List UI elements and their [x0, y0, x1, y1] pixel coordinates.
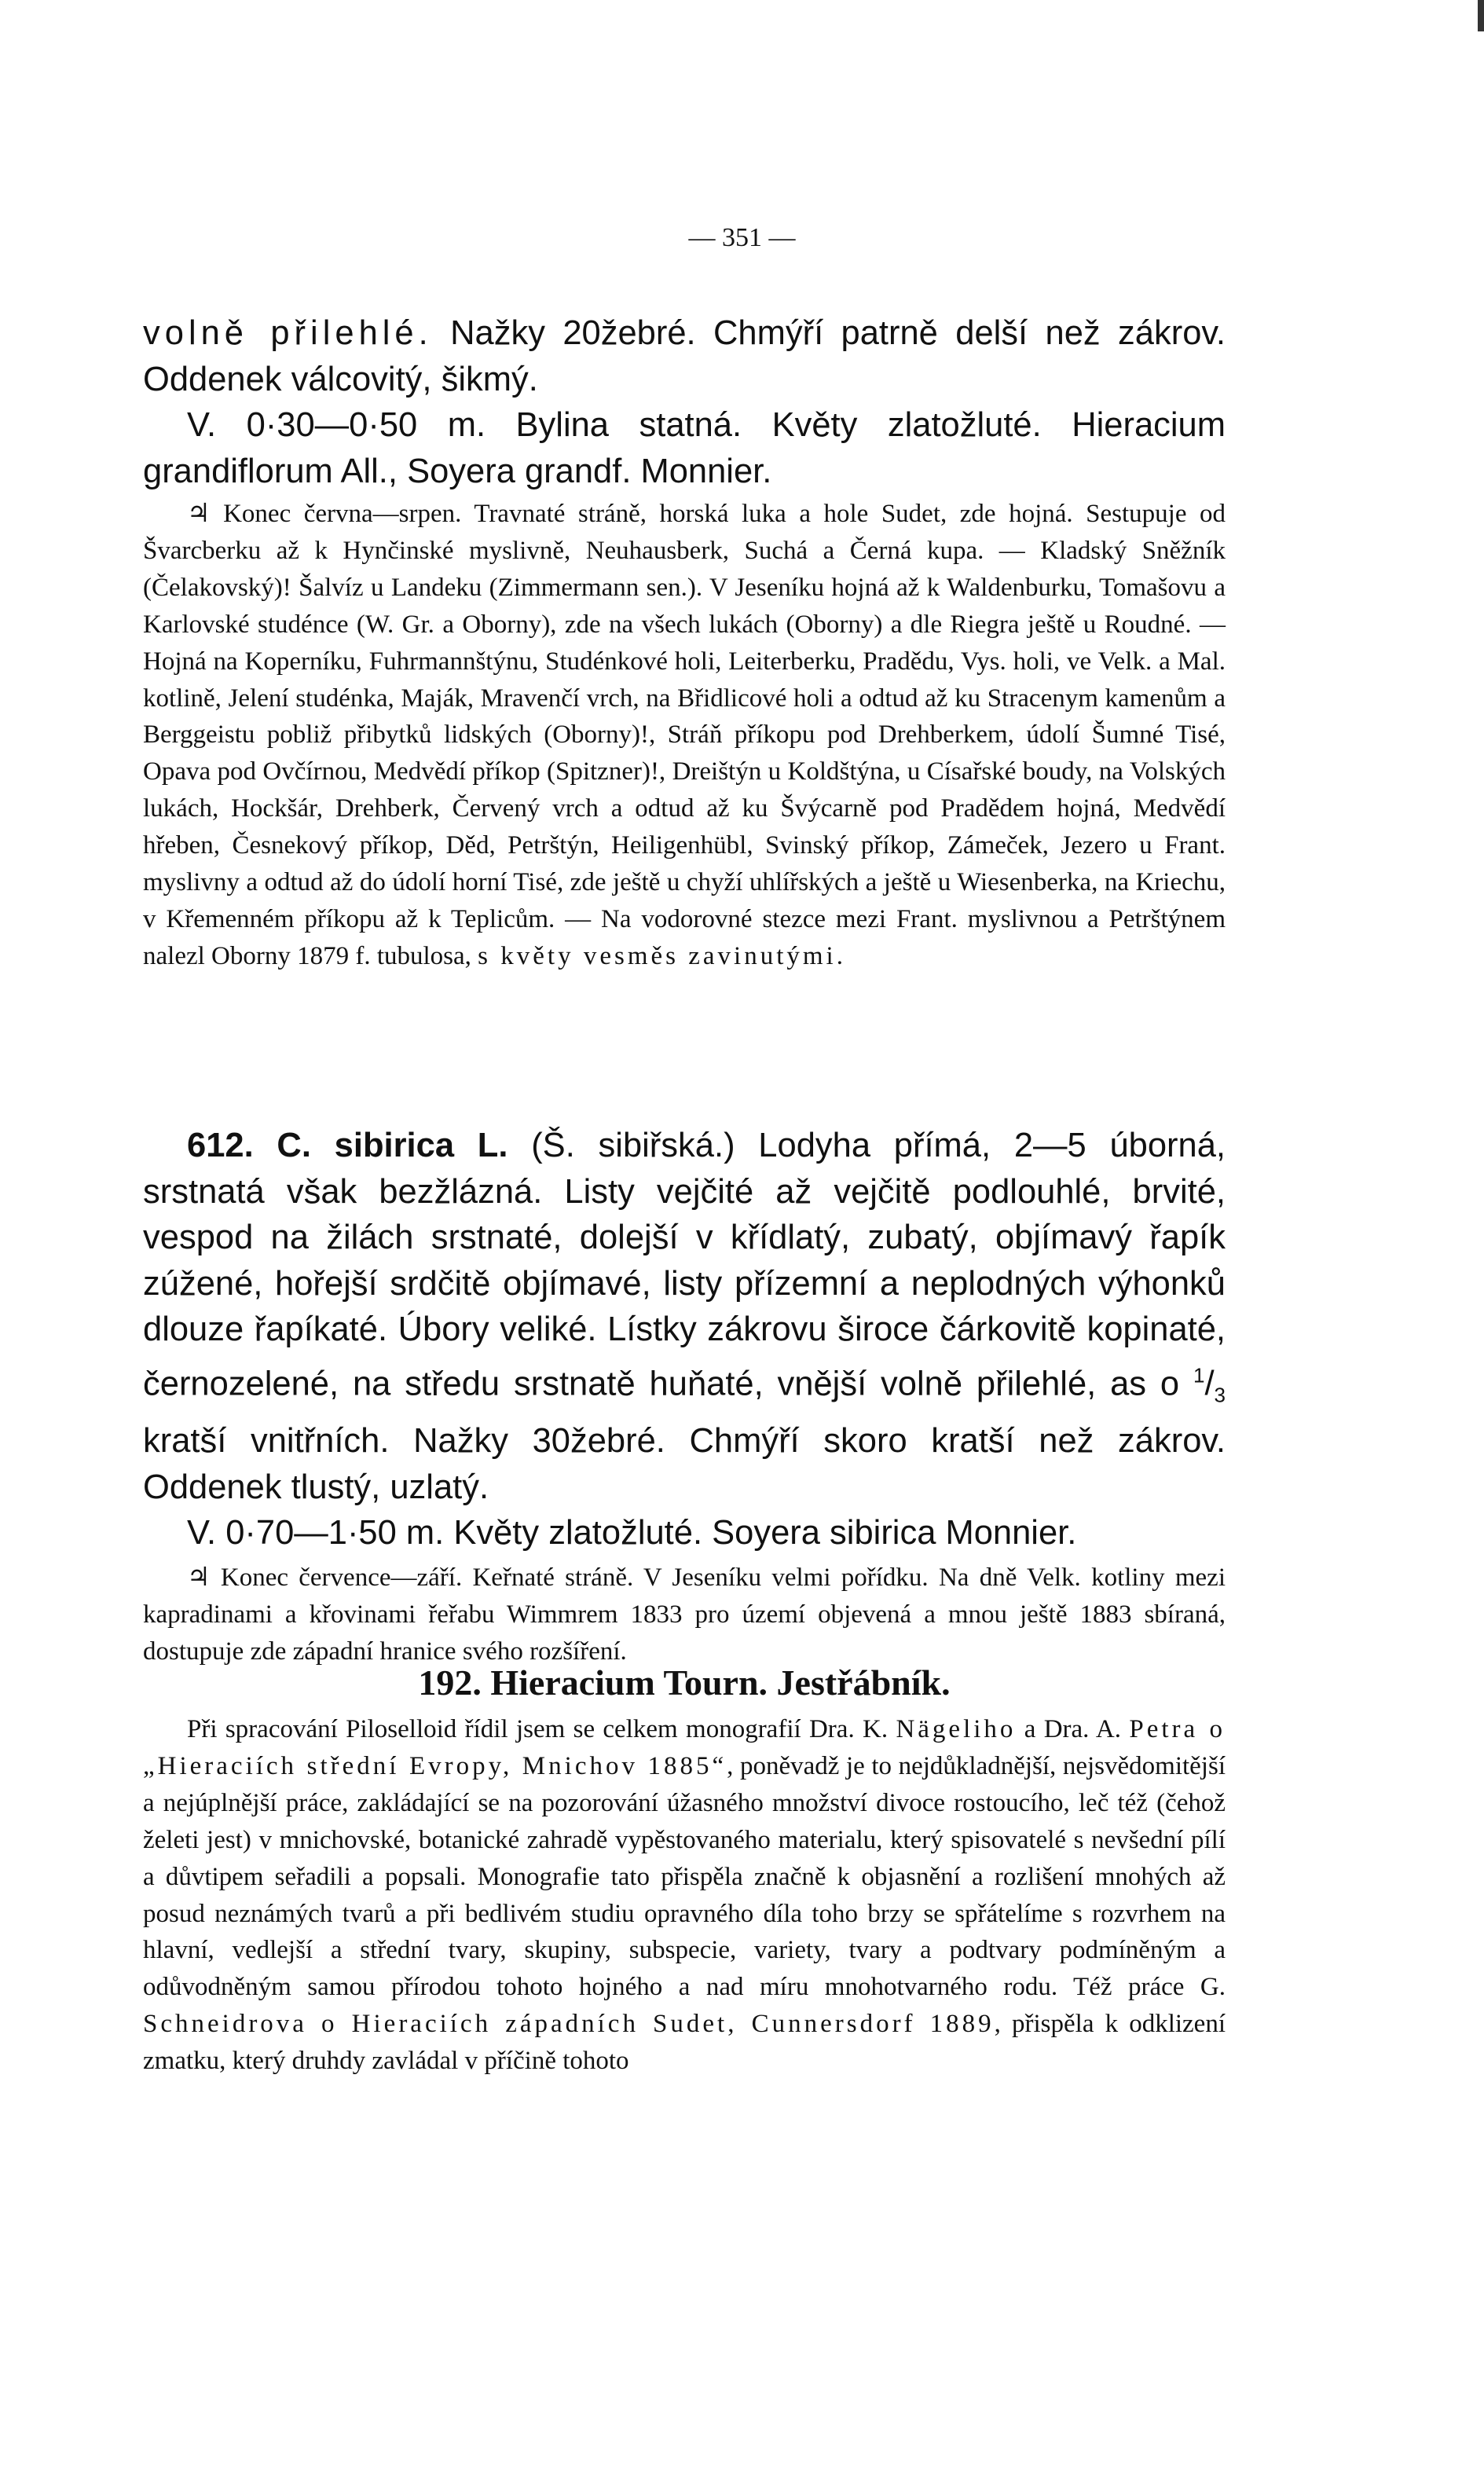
intro-text-c: , poněvadž je to nejdůkladnější, nejsvědomitější a nejúplnější práce, zakládající se na pozorování úžasného množství divoce rostoucího, leč též (čehož želeti jest) v mnichovské, botanické zahradě vypěstovaného materialu, který spisovatelé s nevšední pílí a důvtipem seřadili a popsali. Monografie tato přispěla značně k objasnění a rozlišení mnohých až posud neznámých tvarů a při bedlivém studiu opravného díla toho brzy se spřátelíme s rozvrhem na hlavní, vedlejší a střední tvary, skupiny, subspecie, variety, tvary a podtvary podmíněným a odůvodněným samou přírodou tohoto hojného a nad míru mnohotvarného rodu. Též práce G.: [143, 1751, 1226, 2002]
spaced-text: volně přilehlé.: [143, 314, 433, 352]
page-number: — 351 —: [688, 223, 796, 252]
section-continuation: [143, 310, 1226, 975]
work-title: Schneidrova o Hieraciích západních Sudet, Cunnersdorf 1889: [143, 2010, 995, 2039]
scan-edge-mark: [1478, 0, 1484, 31]
work-title: Petra o „Hieraciích střední Evropy, Mnichov 1885“: [143, 1715, 1226, 1780]
fraction-denominator: 3: [1214, 1383, 1226, 1407]
genus-heading: 192. Hieracium Tourn. Jestřábník.: [418, 1662, 951, 1703]
species-localities: ♃ Konec července—září. Keřnaté stráně. V Jeseníku velmi pořídku. Na dně Velk. kotliny mezi kapradinami a křovinami řeřabu Wimmrem 1833 pro území objevená a mnou ještě 1883 sbíraná, dostupuje zde západní hranice svého rozšíření.: [143, 1563, 1226, 1666]
author-name: Nägeliho: [896, 1715, 1017, 1743]
intro-text-d: , přispěla k odklizení zmatku, který druhdy zavládal v příčině tohoto: [143, 2010, 1226, 2076]
paragraph-description-end: [143, 310, 1226, 402]
species-text-b: kratší vnitřních. Nažky 30žebré. Chmýří skoro kratší než zákrov. Oddenek tlustý, uzlatý.: [143, 1422, 1226, 1506]
species-label: 612. C. sibirica L.: [187, 1127, 508, 1164]
genus-192-entry: [143, 1659, 1226, 2080]
genus-introduction: [143, 1711, 1226, 2080]
fraction: $^1/_3$: [1193, 1363, 1226, 1407]
intro-text-b: a Dra. A.: [1016, 1715, 1130, 1743]
species-dimensions: V. 0·70—1·50 m. Květy zlatožluté. Soyera sibirica Monnier.: [187, 1514, 1077, 1552]
species-text-a: (Š. sibiřská.) Lodyha přímá, 2—5 úborná, srstnatá však bezžlázná. Listy vejčité až vejčitě podlouhlé, brvité, vespod na žilách srstnaté, dolejší v křídlatý, zubatý, objímavý řapík zúžené, hořejší srdčitě objímavé, listy přízemní a neplodných výhonků dlouze řapíkaté. Úbory veliké. Lístky zákrovu široce čárkovitě kopinaté, černozelené, na středu srstnatě huňaté, vnější volně přilehlé, as o: [143, 1127, 1226, 1402]
paragraph-dimensions: V. 0·30—0·50 m. Bylina statná. Květy zlatožluté. Hieracium grandiflorum All., Soyera grandf. Monnier.: [143, 406, 1226, 490]
intro-text-a: Při spracování Piloselloid řídil jsem se celkem monografií Dra. K.: [187, 1715, 896, 1743]
description-text: Nažky 20žebré. Chmýří patrně delší než zákrov. Oddenek válcovitý, šikmý.: [143, 314, 1226, 398]
localities-text: ♃ Konec června—srpen. Travnaté stráně, horská luka a hole Sudet, zde hojná. Sestupuje od Švarcberku až k Hynčinské myslivně, Neuhausberk, Suchá a Černá kupa. — Kladský Sněžník (Čelakovský)! Šalvíz u Landeku (Zimmermann sen.). V Jeseníku hojná až k Waldenburku, Tomašovu a Karlovské studénce (W. Gr. a Oborny), zde na všech lukách (Oborny) a dle Riegra ještě u Roudné. — Hojná na Koperníku, Fuhrmannštýnu, Studénkové holi, Leiterberku, Pradědu, Vys. holi, ve Velk. a Mal. kotlině, Jelení studénka, Maják, Mravenčí vrch, na Břidlicové holi a odtud až ku Stracenym kamenům a Berggeistu pobliž přibytků lidských (Oborny)!, Stráň příkopu pod Drehberkem, údolí Šumné Tisé, Opava pod Ovčírnou, Medvědí příkop (Spitzner)!, Dreištýn u Koldštýna, u Císařské boudy, na Volských lukách, Hockšár, Drehberk, Červený vrch a odtud až ku Švýcarně pod Pradědem hojná, Medvědí hřeben, Česnekový příkop, Děd, Petrštýn, Heiligenhübl, Svinský příkop, Zámeček, Jezero u Frant. myslivny a odtud až do údolí horní Tisé, zde ještě u chyží uhlířských a ještě u Wiesenberka, na Kriechu, v Křemenném příkopu až k Teplicům. — Na vodorovné stezce mezi Frant. myslivnou a Petrštýnem nalezl Oborny 1879 f. tubulosa,: [143, 500, 1226, 970]
species-description: [143, 1123, 1226, 1510]
fraction-numerator: 1: [1193, 1363, 1205, 1387]
paragraph-localities: [143, 496, 1226, 975]
spaced-text: s květy vesměs zavinutými.: [478, 941, 846, 970]
species-612-entry: [143, 1123, 1226, 1670]
